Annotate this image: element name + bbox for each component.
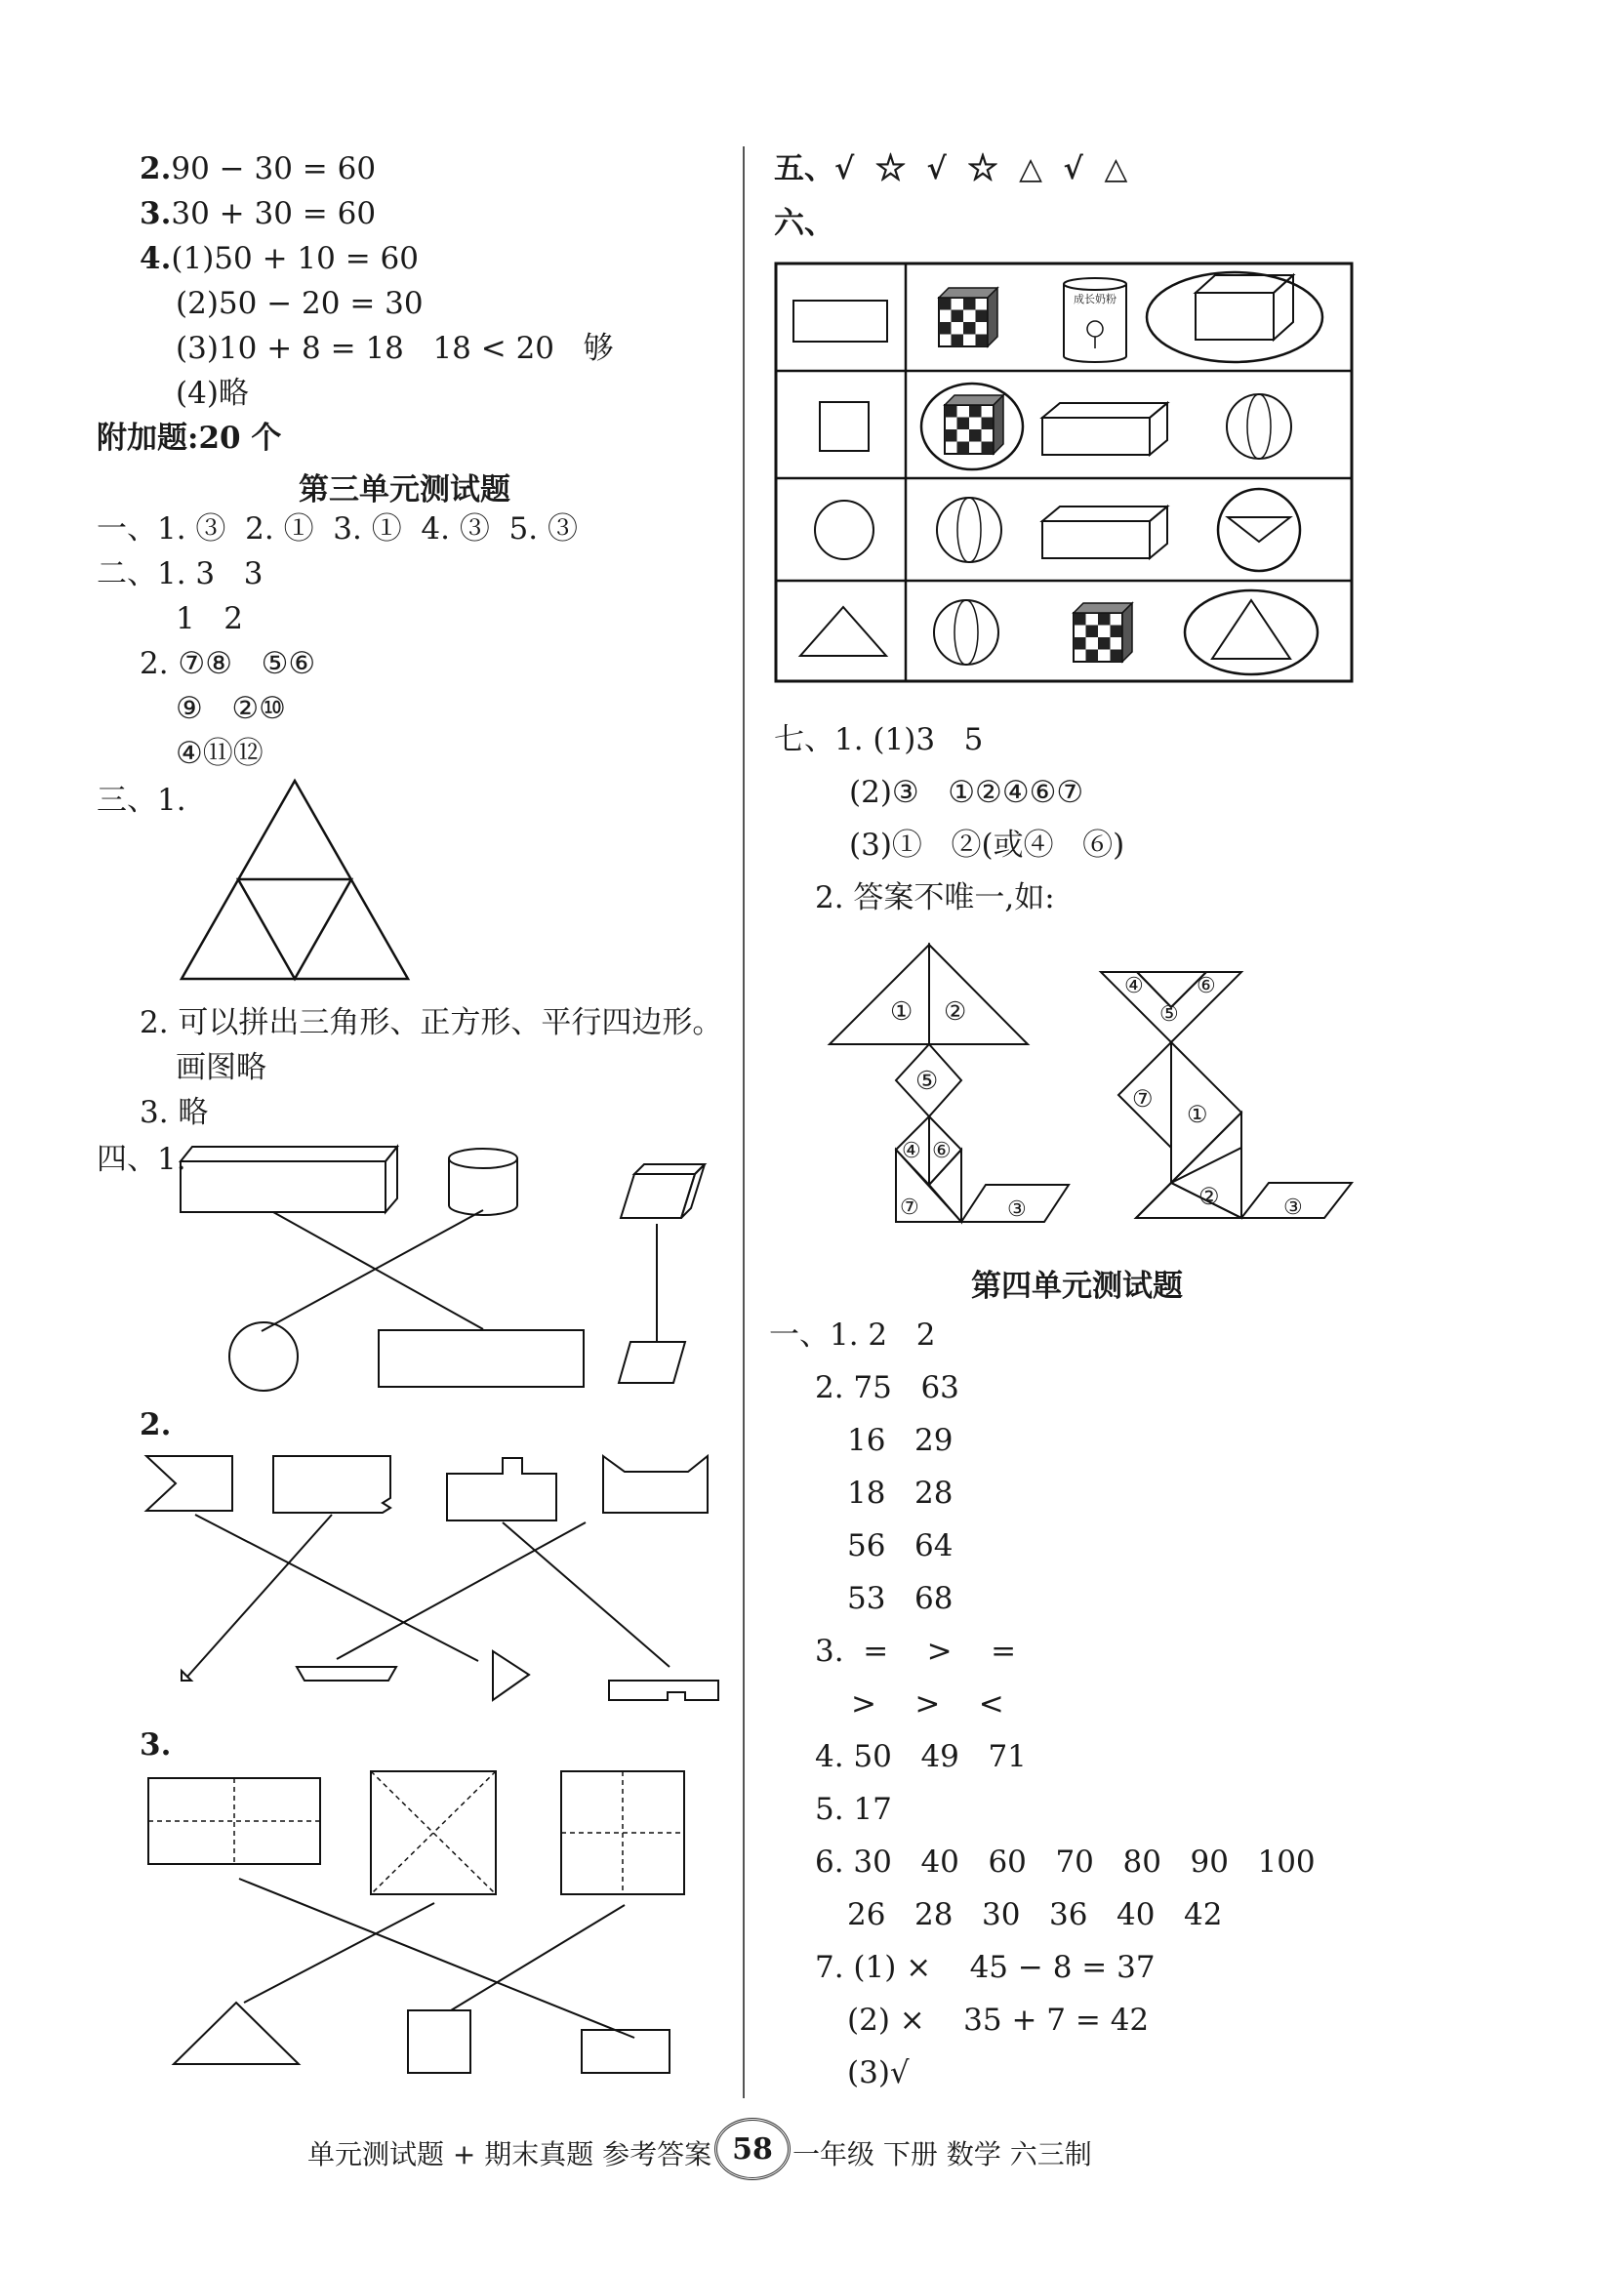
unit4-line-9: 4. 50 49 71 xyxy=(815,1739,1027,1774)
unit3-part3-2b: 画图略 xyxy=(176,1050,266,1085)
tangram-right-3: ③ xyxy=(1283,1196,1303,1220)
unit4-line-7: 3. = > = xyxy=(815,1634,1017,1669)
tangram-left-1: ① xyxy=(890,997,914,1027)
answer-4-4: (4)略 xyxy=(176,376,249,411)
part-seven-1b: (2)③ ①②④⑥⑦ xyxy=(849,775,1084,810)
answer-2: 2.90 − 30 = 60 xyxy=(140,151,377,186)
page-number: 58 xyxy=(714,2118,791,2180)
unit3-part4-1: 四、1. xyxy=(97,1142,186,1177)
footer-right: 一年级 下册 数学 六三制 xyxy=(792,2138,1092,2170)
part-seven-1a: 七、1. (1)3 5 xyxy=(774,722,984,757)
answer-4-2: (2)50 − 20 = 30 xyxy=(176,286,424,321)
unit3-part2-2a: 2. ⑦⑧ ⑤⑥ xyxy=(140,646,316,681)
part-seven-1c: (3)① ②(或④ ⑥) xyxy=(849,828,1125,863)
unit4-line-13: 7. (1) × 45 − 8 = 37 xyxy=(815,1950,1156,1985)
tangram-left-6: ⑥ xyxy=(932,1139,952,1163)
unit3-title: 第三单元测试题 xyxy=(299,472,510,507)
tangram-left-3: ③ xyxy=(1007,1197,1027,1222)
unit4-title: 第四单元测试题 xyxy=(971,1269,1183,1304)
answer-4-1: 4.(1)50 + 10 = 60 xyxy=(140,241,419,276)
unit4-line-2: 2. 75 63 xyxy=(815,1370,959,1405)
part-seven-2: 2. 答案不唯一,如: xyxy=(815,880,1055,915)
unit3-part2-2c: ④⑪⑫ xyxy=(176,736,264,771)
unit4-line-6: 53 68 xyxy=(847,1581,954,1616)
unit3-part3-3: 3. 略 xyxy=(140,1095,209,1130)
tangram-right-4: ④ xyxy=(1124,974,1144,998)
unit4-line-14: (2) × 35 + 7 = 42 xyxy=(847,2003,1150,2038)
footer-left: 单元测试题 + 期末真题 参考答案 xyxy=(307,2138,712,2170)
unit3-part3-2: 2. 可以拼出三角形、正方形、平行四边形。 xyxy=(140,1005,723,1040)
unit4-line-5: 56 64 xyxy=(847,1528,954,1563)
tangram-right-1: ① xyxy=(1187,1101,1208,1128)
unit4-line-12: 26 28 30 36 40 42 xyxy=(847,1897,1223,1932)
unit3-part4-2: 2. xyxy=(140,1407,172,1442)
tangram-left-5: ⑤ xyxy=(915,1067,939,1096)
tangram-left-7: ⑦ xyxy=(900,1196,919,1220)
unit3-part4-3: 3. xyxy=(140,1727,172,1763)
milk-can-label: 成长奶粉 xyxy=(1074,293,1116,305)
unit4-line-4: 18 28 xyxy=(847,1476,954,1511)
unit3-part2-1a: 二、1. 3 3 xyxy=(97,556,264,591)
bonus-question: 附加题:20 个 xyxy=(97,421,282,456)
tangram-left-2: ② xyxy=(944,997,967,1027)
part-six-label: 六、 xyxy=(774,206,834,241)
tangram-right-2: ② xyxy=(1198,1183,1220,1210)
tangram-right-7: ⑦ xyxy=(1132,1085,1154,1113)
unit4-line-10: 5. 17 xyxy=(815,1792,892,1827)
unit3-part2-2b: ⑨ ②⑩ xyxy=(176,691,286,726)
unit4-line-11: 6. 30 40 60 70 80 90 100 xyxy=(815,1844,1316,1880)
unit3-part1: 一、1. ③ 2. ① 3. ① 4. ③ 5. ③ xyxy=(97,511,578,547)
unit4-line-3: 16 29 xyxy=(847,1423,954,1458)
unit4-line-1: 一、1. 2 2 xyxy=(769,1317,936,1353)
answer-4-3: (3)10 + 8 = 18 18 < 20 够 xyxy=(176,331,614,366)
unit3-part3: 三、1. xyxy=(97,783,186,818)
unit4-line-15: (3)√ xyxy=(847,2055,910,2090)
unit4-line-8: > > < xyxy=(851,1686,1004,1722)
tangram-left-4: ④ xyxy=(902,1139,921,1163)
answer-3: 3.30 + 30 = 60 xyxy=(140,196,377,231)
tangram-right-6: ⑥ xyxy=(1197,974,1216,998)
tangram-right-5: ⑤ xyxy=(1159,1002,1179,1027)
unit3-part2-1b: 1 2 xyxy=(176,601,244,636)
part-five-answers: 五、√ ☆ √ ☆ △ √ △ xyxy=(774,151,1128,186)
